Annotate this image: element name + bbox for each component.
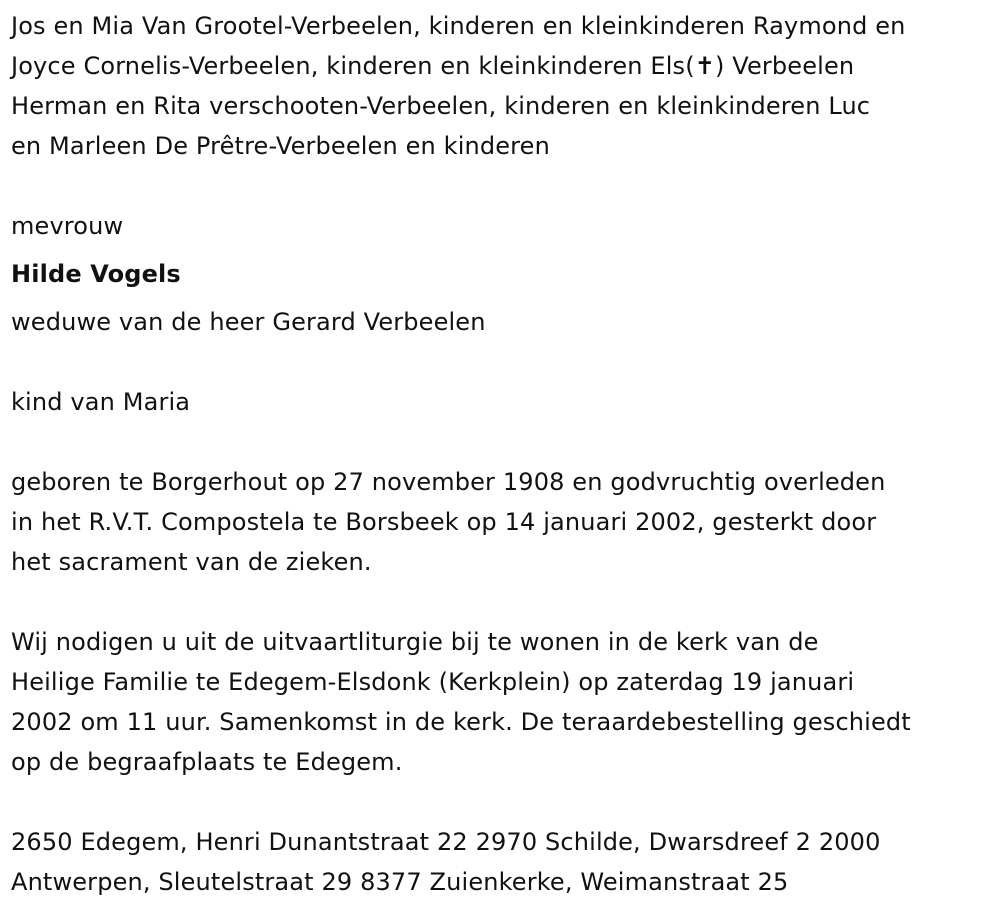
child-of-text: kind van Maria [11, 388, 191, 416]
deceased-name: Hilde Vogels [11, 260, 181, 288]
spacer [11, 422, 993, 462]
spacer [11, 782, 993, 822]
invitation-paragraph: Wij nodigen u uit de uitvaartliturgie bij te wonen in de kerk van de Heilige Familie te Edegem-Elsdonk (Kerkplein) op zaterdag 19 januari 2002 om 11 uur. Samenkomst in de kerk. De teraardebestelling geschiedt op de begraafplaats te Edegem. [11, 628, 911, 776]
obituary-notice [11, 6, 993, 902]
birth-death-paragraph: geboren te Borgerhout op 27 november 1908 en godvruchtig overleden in het R.V.T. Compostela te Borsbeek op 14 januari 2002, gesterkt door het sacrament van de zieken. [11, 468, 886, 576]
family-list: Jos en Mia Van Grootel-Verbeelen, kinderen en kleinkinderen Raymond en Joyce Cornelis-Verbeelen, kinderen en kleinkinderen Els(✝) Verbeelen Herman en Rita verschooten-Verbeelen, kinderen en kleinkinderen Luc en Marleen De Prêtre-Verbeelen en kinderen [11, 12, 906, 160]
spacer [11, 342, 993, 382]
addresses-paragraph: 2650 Edegem, Henri Dunantstraat 22 2970 Schilde, Dwarsdreef 2 2000 Antwerpen, Sleutelstraat 29 8377 Zuienkerke, Weimanstraat 25 [11, 828, 881, 896]
title-text: mevrouw [11, 212, 124, 240]
spacer [11, 582, 993, 622]
widow-of-text: weduwe van de heer Gerard Verbeelen [11, 308, 486, 336]
spacer [11, 166, 993, 206]
